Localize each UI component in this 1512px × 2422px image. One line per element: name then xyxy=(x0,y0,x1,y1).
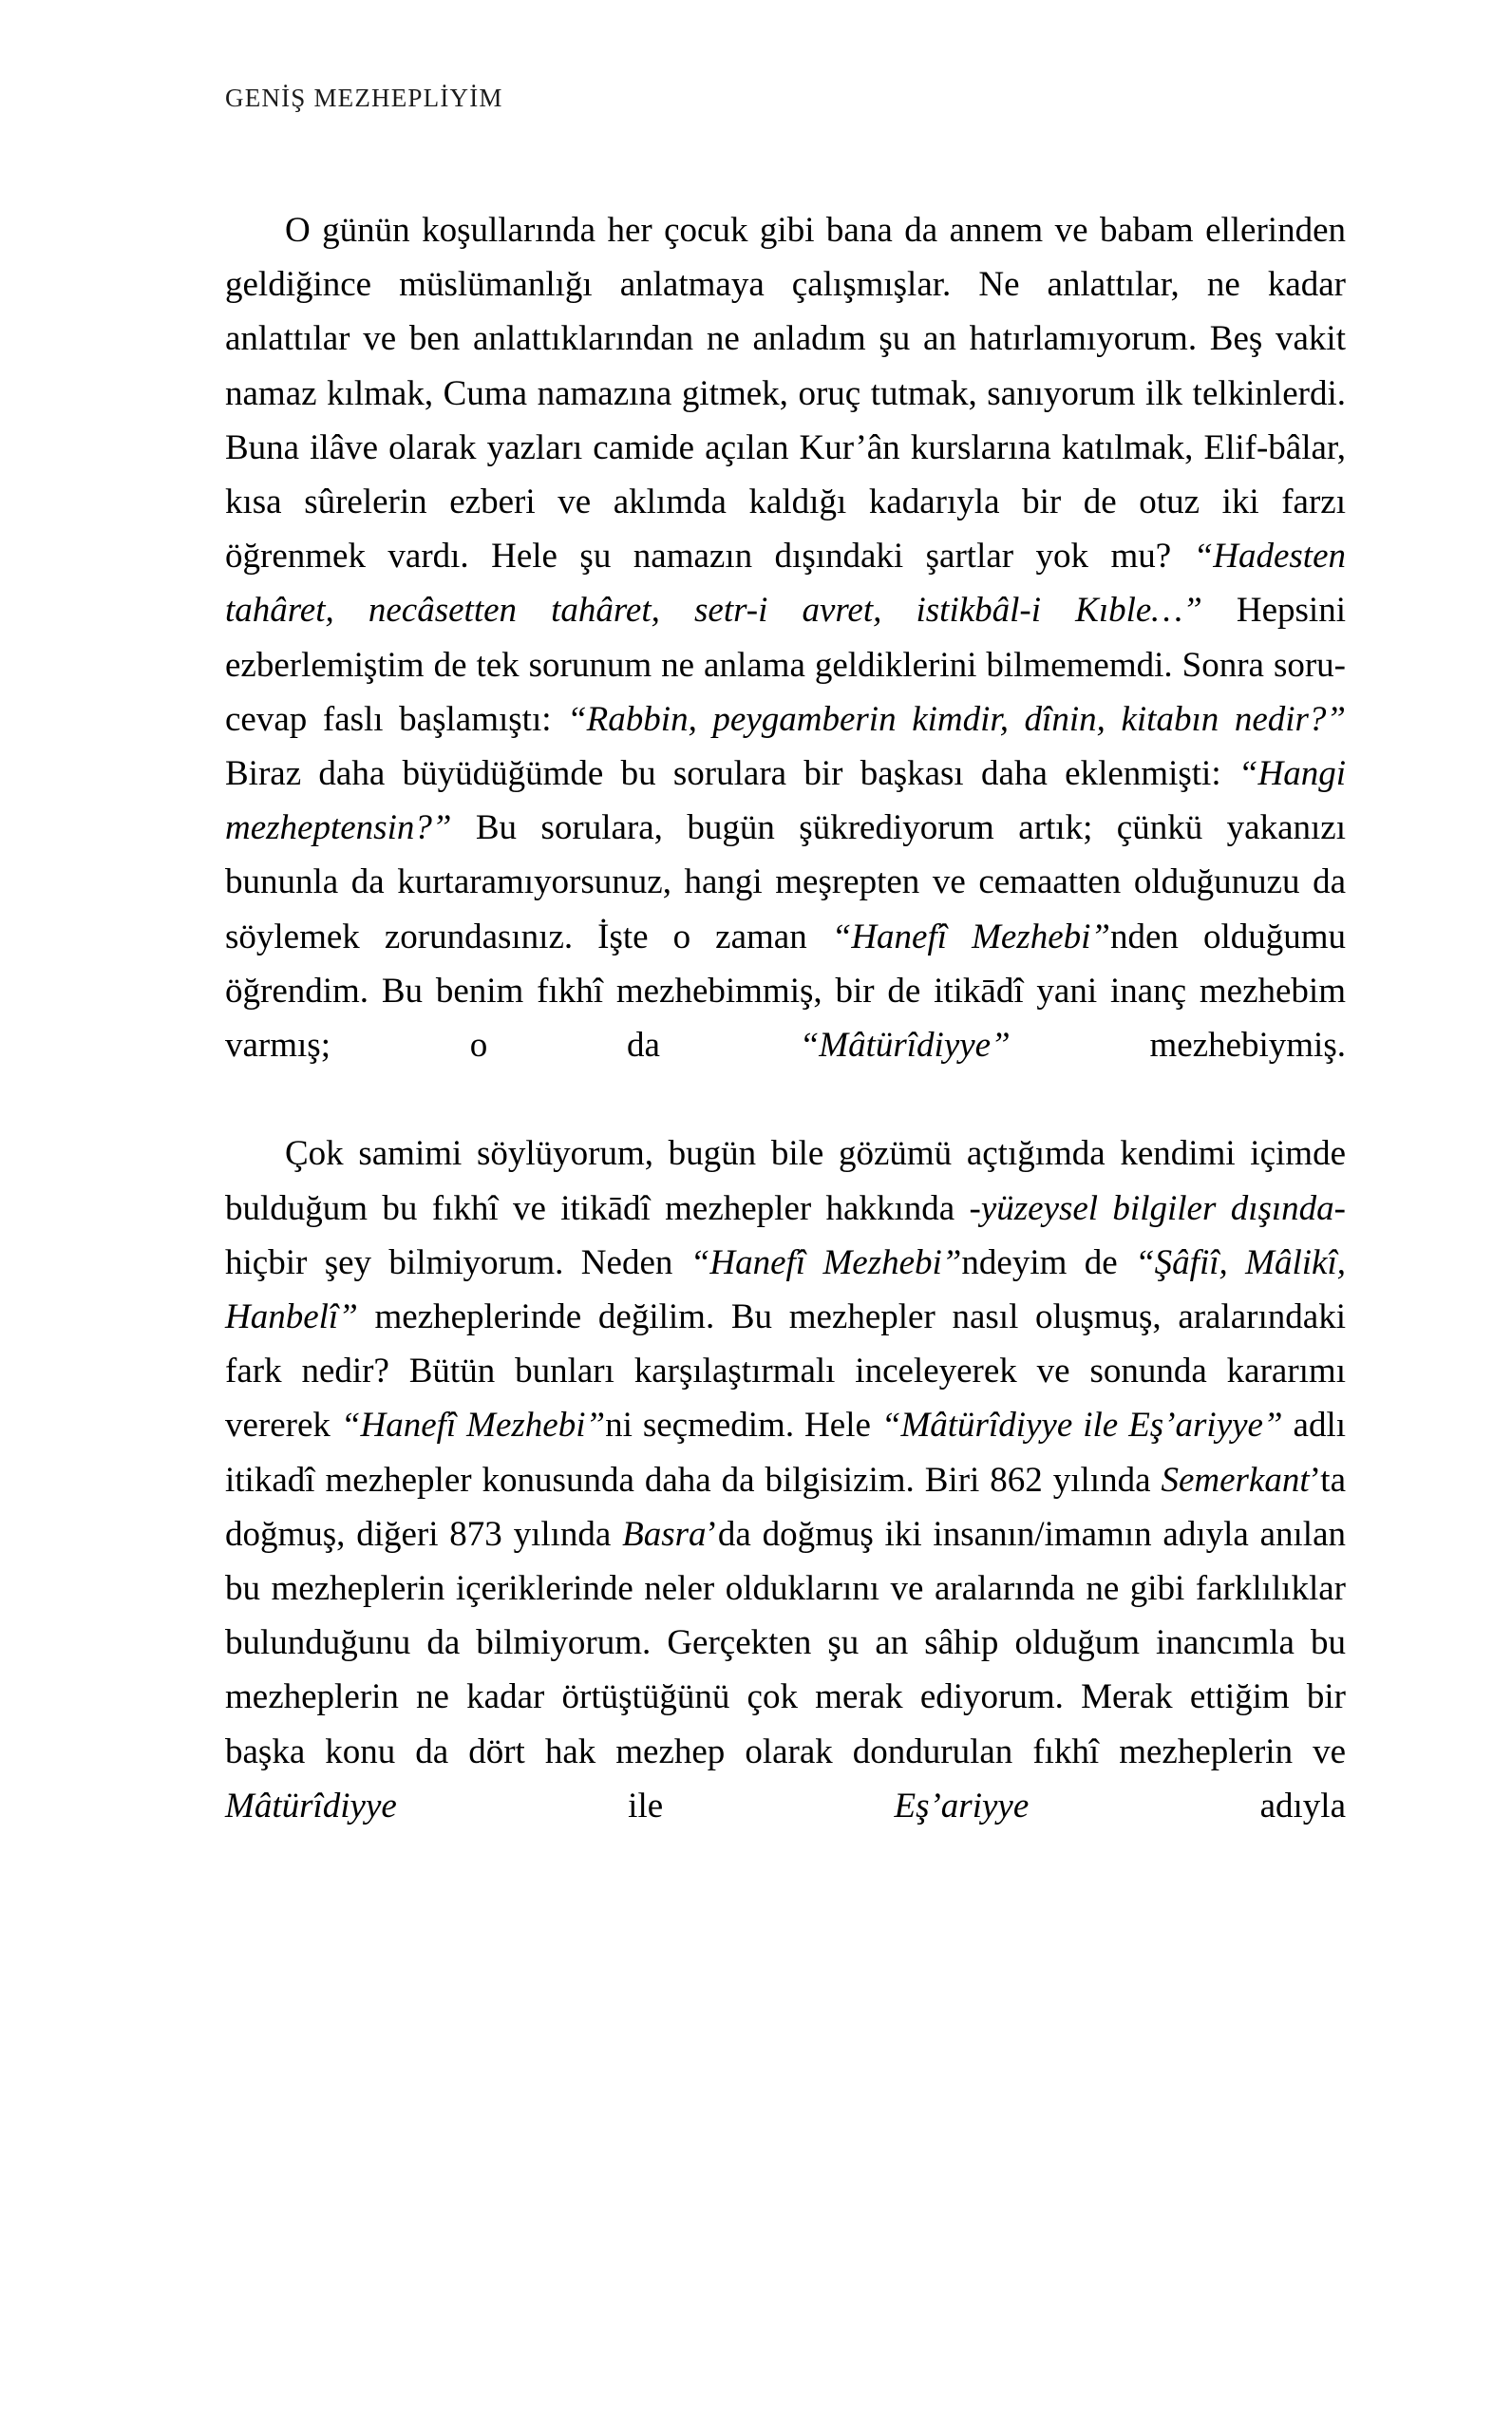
text-run: Çok samimi söylüyorum, bugün bile gözümü açtığımda kendimi içimde bulduğum bu fıkhî ve itikādî mezhepler hakkında xyxy=(225,1134,1346,1228)
text-run: ’da doğmuş iki insanın/imamın adıyla anılan bu mezheplerin içeriklerinde neler olduklarını ve aralarında ne gibi farklılıklar bulunduğunu da bilmiyorum. Gerçekten şu an sâhip olduğum inancımla bu mezheplerin ne kadar örtüştüğünü çok merak ediyorum. Merak ettiğim bir başka konu da dört hak mezhep olarak dondurulan fıkhî mezheplerin ve xyxy=(225,1514,1346,1771)
text-run: nden olduğumu öğrendim. Bu benim fıkhî mezhebimmiş, bir de itikādî yani inanç mezhebim varmış; o da xyxy=(225,917,1347,1066)
italic-run: -yüzeysel bilgiler dışında- xyxy=(969,1188,1346,1228)
text-run: adlı itikadî mezhepler konusunda daha da bilgisizim. Biri 862 yılında xyxy=(225,1406,1347,1500)
text-run: Biraz daha büyüdüğümde bu sorulara bir başkası daha eklenmişti: xyxy=(225,754,1238,794)
text-run: mezheplerinde değilim. Bu mezhepler nasıl oluşmuş, aralarındaki fark nedir? Bütün bunları karşılaştırmalı inceleyerek ve sonunda kararımı vererek xyxy=(225,1297,1346,1446)
text-run: mezhebiymiş. xyxy=(1010,1026,1346,1066)
paragraph-1 xyxy=(225,203,1346,1126)
text-run: adıyla xyxy=(1029,1786,1347,1826)
italic-run: Mâtürîdiyye xyxy=(225,1786,397,1826)
italic-run: Semerkant xyxy=(1161,1460,1310,1500)
text-run: ni seçmedim. Hele xyxy=(605,1406,881,1446)
text-run: Hepsini ezberlemiştim de tek sorunum ne anlama geldiklerini bilmememdi. Sonra soru-cevap faslı başlamıştı: xyxy=(225,591,1346,739)
italic-run: “Rabbin, peygamberin kimdir, dînin, kitabın nedir?” xyxy=(567,699,1347,739)
italic-run: “Hangi mezheptensin?” xyxy=(225,754,1346,848)
italic-run: Basra xyxy=(622,1514,707,1554)
italic-run: Eş’ariyye xyxy=(894,1786,1030,1826)
italic-run: “Mâtürîdiyye ile Eş’ariyye” xyxy=(880,1406,1283,1446)
text-run: O günün koşullarında her çocuk gibi bana da annem ve babam ellerinden geldiğince müslümanlığı anlatmaya çalışmışlar. Ne anlattılar, ne kadar anlattılar ve ben anlattıklarından ne anladım şu an hatırlamıyorum. Beş vakit namaz kılmak, Cuma namazına gitmek, oruç tutmak, sanıyorum ilk telkinlerdi. Buna ilâve olarak yazları camide açılan Kur’ân kurslarına katılmak, Elif-bâlar, kısa sûrelerin ezberi ve aklımda kaldığı kadarıyla bir de otuz iki farzı öğrenmek vardı. Hele şu namazın dışındaki şartlar yok mu? xyxy=(225,211,1346,577)
italic-run: “Mâtürîdiyye” xyxy=(799,1026,1011,1066)
running-header: GENİŞ MEZHEPLİYİM xyxy=(225,84,503,112)
italic-run: “Şâfiî, Mâlikî, Hanbelî” xyxy=(225,1242,1347,1337)
text-run: Bu sorulara, bugün şükrediyorum artık; çünkü yakanızı bununla da kurtaramıyorsunuz, hangi meşrepten ve cemaatten olduğunuzu da söylemek zorundasınız. İşte o zaman xyxy=(225,808,1346,956)
text-run: ’ta doğmuş, diğeri 873 yılında xyxy=(225,1460,1346,1554)
text-run: ndeyim de xyxy=(961,1242,1136,1282)
paragraph-2 xyxy=(225,1126,1346,1887)
text-run: ile xyxy=(396,1786,895,1826)
italic-run: “Hadesten tahâret, necâsetten tahâret, setr-i avret, istikbâl-i Kıble…” xyxy=(225,537,1346,631)
italic-run: “Hanefî Mezhebi” xyxy=(690,1242,962,1282)
text-run: hiçbir şey bilmiyorum. Neden xyxy=(225,1242,690,1282)
italic-run: “Hanefî Mezhebi” xyxy=(340,1406,606,1446)
page-text-block xyxy=(225,203,1346,1887)
italic-run: “Hanefî Mezhebi” xyxy=(831,917,1110,956)
